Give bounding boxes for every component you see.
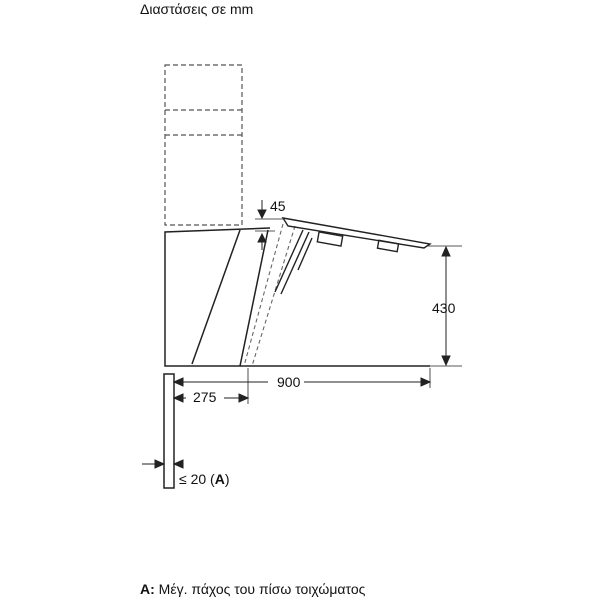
dim-900-label: 900	[277, 374, 301, 390]
dim-wall-gap-label	[179, 471, 230, 487]
chimney-outline	[165, 65, 242, 225]
dim-wall-gap-suffix: )	[224, 471, 230, 487]
footnote-key: A:	[140, 581, 155, 597]
hood-body	[165, 228, 430, 366]
footnote-text: Μέγ. πάχος του πίσω τοιχώματος	[154, 581, 366, 597]
footnote	[140, 580, 365, 598]
top-panel	[275, 218, 430, 294]
dim-wall-gap	[142, 460, 183, 468]
dim-wall-gap-prefix: ≤ 20 (	[179, 471, 215, 487]
wall-section	[164, 374, 174, 488]
dim-430-label: 430	[432, 300, 456, 316]
page-title: Διαστάσεις σε mm	[140, 1, 254, 17]
dim-wall-gap-ref: A	[214, 471, 225, 487]
flap-open-outline	[244, 224, 295, 366]
dim-275-label: 275	[193, 389, 217, 405]
dim-45-label: 45	[270, 198, 286, 214]
